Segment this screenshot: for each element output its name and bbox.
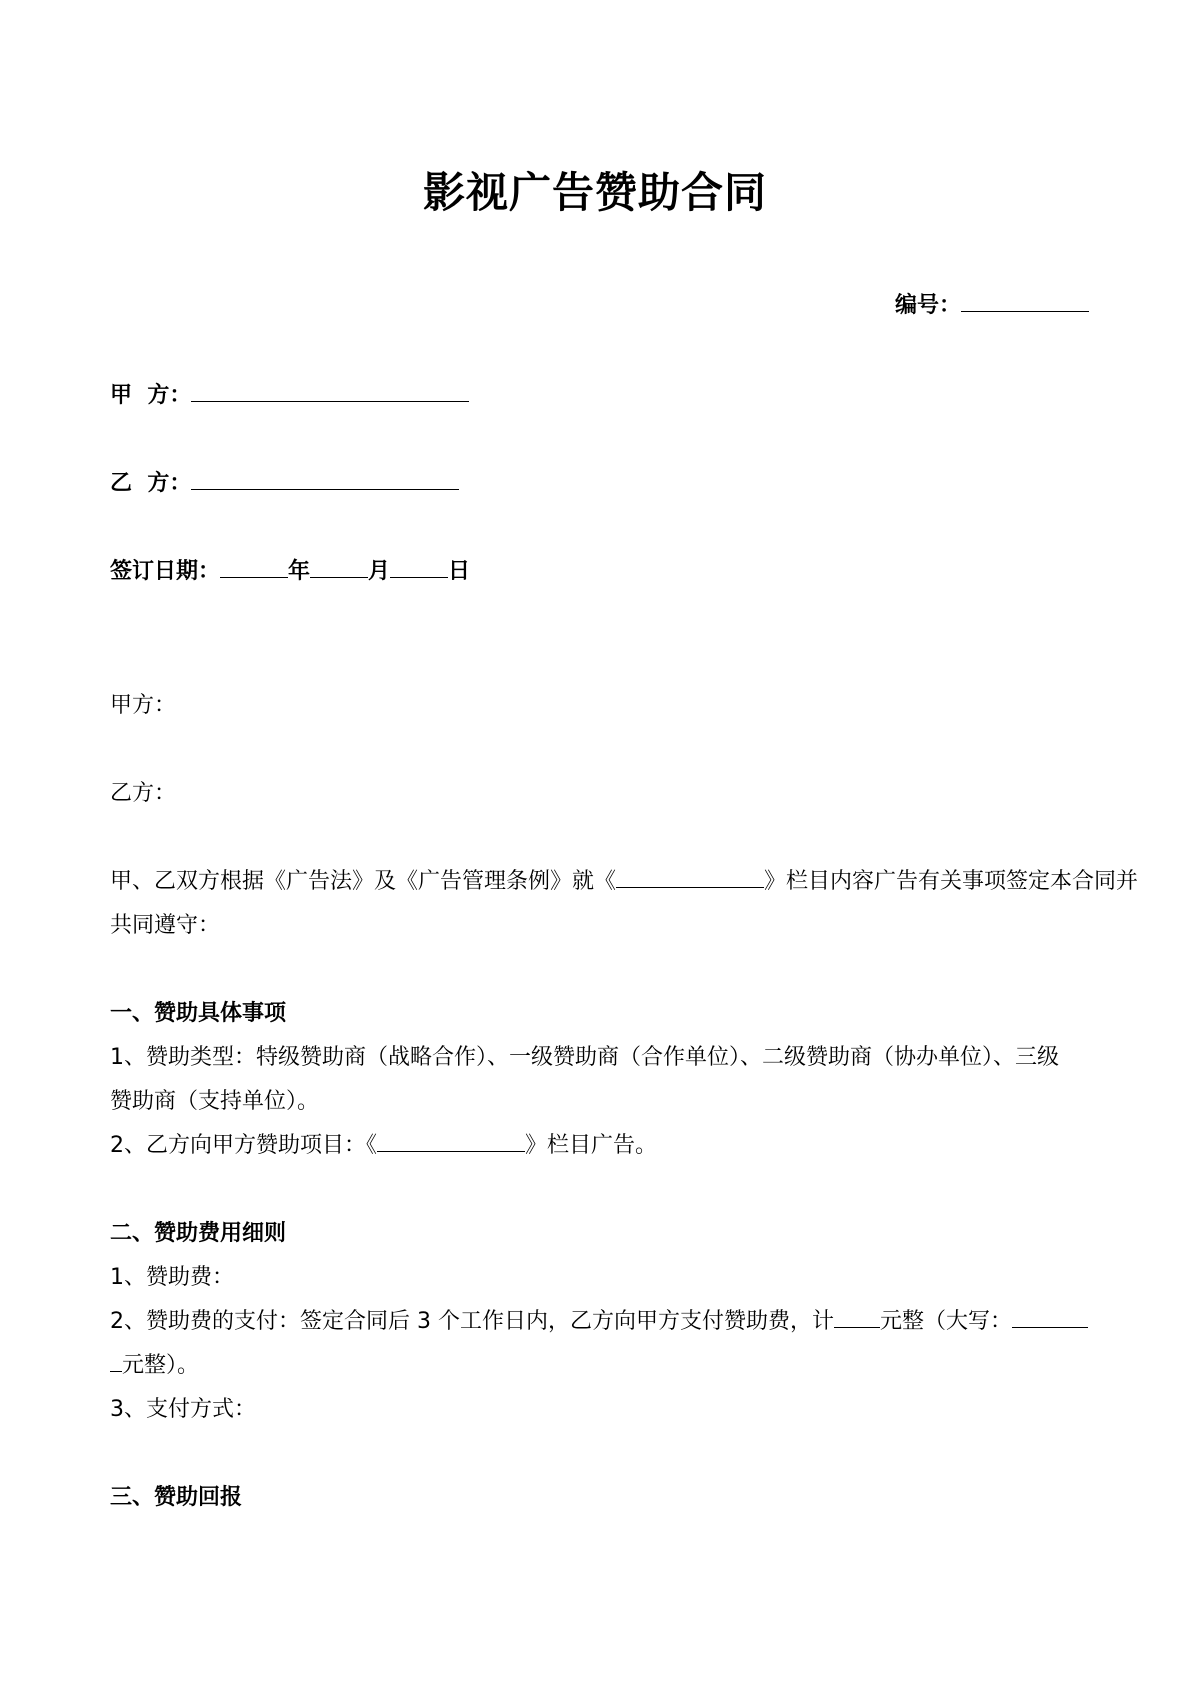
section-2-item-2-line-1 [110,1304,1088,1335]
document-title: 影视广告赞助合同 [422,168,767,217]
sign-day-unit: 日 [448,559,471,584]
contract-number-blank[interactable] [961,289,1089,312]
section-1-item-1-line-2: 赞助商（支持单位）。 [110,1089,320,1114]
section-2-item-1: 1、赞助费： [110,1265,234,1290]
sign-year-blank[interactable] [220,555,288,578]
sign-day-blank[interactable] [390,555,448,578]
intro-line-1 [110,864,1138,895]
contract-number-line [895,288,1089,319]
party-a-blank[interactable] [191,379,469,402]
sign-month-blank[interactable] [310,555,368,578]
party-a-label: 甲 方： [110,383,192,408]
fee-uppercase-blank-cont[interactable] [110,1349,122,1372]
party-a-line [110,378,469,409]
section-2-item-2-line-2 [110,1348,199,1379]
intro-text-2: 》栏目内容广告有关事项签定本合同并 [764,869,1139,894]
section-1-item-2-text-2: 》栏目广告。 [525,1133,658,1158]
section-2-item-2-text-1: 2、赞助费的支付：签定合同后 3 个工作日内，乙方向甲方支付赞助费，计 [110,1309,834,1334]
section-2-item-2-text-3: 元整）。 [122,1353,200,1378]
contract-number-label: 编号： [895,293,962,318]
section-2-item-3: 3、支付方式： [110,1397,256,1422]
sign-year-unit: 年 [288,559,311,584]
intro-text-1: 甲、乙双方根据《广告法》及《广告管理条例》就《 [110,869,617,894]
fee-uppercase-blank[interactable] [1012,1305,1088,1328]
intro-line-2: 共同遵守： [110,913,221,938]
section-1-item-1-line-1: 1、赞助类型：特级赞助商（战略合作）、一级赞助商（合作单位）、二级赞助商（协办单位）、三级 [110,1045,1060,1070]
fee-amount-blank[interactable] [834,1305,880,1328]
sign-date-line [110,554,470,585]
section-3-heading: 三、赞助回报 [110,1485,243,1510]
section-2-item-2-text-2: 元整（大写： [879,1309,1012,1334]
party-b-label: 乙 方： [110,471,192,496]
section-1-item-2 [110,1128,657,1159]
party-b-plain: 乙方： [110,781,177,806]
intro-program-blank[interactable] [616,865,764,888]
sign-month-unit: 月 [368,559,391,584]
party-b-blank[interactable] [191,467,459,490]
party-a-plain: 甲方： [110,693,177,718]
section-2-heading: 二、赞助费用细则 [110,1221,287,1246]
sponsor-program-blank[interactable] [377,1129,525,1152]
section-1-item-2-text-1: 2、乙方向甲方赞助项目：《 [110,1133,377,1158]
party-b-line [110,466,459,497]
sign-date-label: 签订日期： [110,559,221,584]
section-1-heading: 一、赞助具体事项 [110,1001,287,1026]
